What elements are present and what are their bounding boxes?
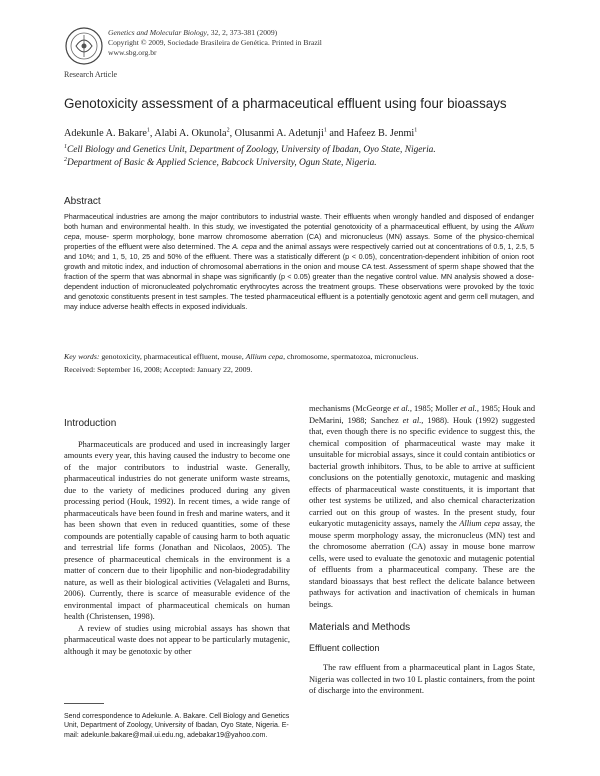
left-column	[64, 418, 290, 657]
effluent-collection-subheading: Effluent collection	[309, 642, 380, 653]
affiliation-2	[64, 158, 377, 168]
author-name: Olusanmi A. Adetunji	[234, 128, 324, 139]
affiliation-marker: 2	[64, 156, 67, 163]
abstract-body	[64, 212, 534, 312]
journal-citation: , 32, 2, 373-381 (2009)	[206, 28, 278, 37]
footnote-divider	[64, 703, 104, 704]
separator: and	[326, 128, 347, 139]
separator: ,	[149, 128, 155, 139]
separator: ,	[229, 128, 235, 139]
species-name: Allium cepa	[459, 519, 500, 528]
affiliation-marker: 1	[64, 143, 67, 150]
affiliation-text: Department of Basic & Applied Science, Babcock University, Ogun State, Nigeria.	[67, 158, 377, 168]
affiliation-marker: 2	[226, 127, 230, 134]
introduction-heading: Introduction	[64, 418, 117, 429]
affiliation-text: Cell Biology and Genetics Unit, Department of Zoology, University of Ibadan, Oyo State, Nigeria.	[67, 145, 436, 155]
text-run: , 1988). Houk (1992) suggested that, even though there is no specific evidence to suggest this, the chemical composition of pharmaceutical waste may make it unsuitable for microbial assays, since it could contain antibiotics or bacterial growth inhibitors. Thus, to be able to arrive at sufficient conclusions on the potentially genotoxic, mutagenic and masking effects of pharmaceutical waste constituents, it is important that other test systems be utilized, and also chemical characterization carried out on this group of wastes. In the present study, four eukaryotic mutagenicity assays, namely the	[309, 415, 535, 528]
sbg-society-logo-icon	[64, 26, 104, 66]
paper-title: Genotoxicity assessment of a pharmaceutical effluent using four bioassays	[64, 96, 507, 111]
paragraph	[309, 403, 535, 610]
copyright-line: Copyright © 2009, Sociedade Brasileira de Genética. Printed in Brazil	[108, 38, 322, 47]
et-al: et al.	[402, 415, 422, 425]
correspondence-footnote: Send correspondence to Adekunle. A. Bakare. Cell Biology and Genetics Unit, Department of Zoology, University of Ibadan, Oyo State, Nigeria. E-mail: adekunle.bakare@mail.ui.edu.ng, adebakar19@yahoo.com.	[64, 713, 290, 739]
et-al: et al.	[393, 404, 410, 413]
keywords-text: genotoxicity, pharmaceutical effluent, mouse,	[99, 352, 246, 361]
paragraph: A review of studies using microbial assays has shown that pharmaceutical waste does not appear to be particularly mutagenic, although it may be genotoxic by other	[64, 623, 290, 656]
journal-name: Genetics and Molecular Biology	[108, 28, 207, 37]
et-al: et al.	[460, 404, 477, 413]
text-run: , 1985; Moller	[409, 404, 461, 413]
text-run: mechanisms (McGeorge	[309, 404, 394, 413]
text-run: , 1985; Houk and DeMarini, 1988; Sanchez	[309, 404, 536, 425]
author-name: Adekunle A. Bakare	[64, 128, 147, 139]
affiliation-marker: 1	[323, 127, 327, 134]
text-run: assay, the mouse sperm morphology assay, the micronucleus (MN) test and the chromosome aberration (CA) assay in mouse bone marrow cells, were used to evaluate the genotoxic and mutagenic potential of effluents from a pharmaceutical company. These are the standard bioassays that best reflect the delicate balance between pathways for activation and inactivation of chemicals in human beings.	[309, 519, 535, 609]
journal-header	[64, 22, 544, 68]
affiliation-1	[64, 145, 436, 155]
species-name: A. cepa	[232, 242, 257, 252]
received-dates: Received: September 16, 2008; Accepted: January 22, 2009.	[64, 365, 253, 374]
author-name: Alabi A. Okunola	[154, 128, 227, 139]
paragraph: The raw effluent from a pharmaceutical plant in Lagos State, Nigeria was collected in two 10 L plastic containers, from the point of discharge into the environment.	[309, 663, 535, 695]
affiliation-marker: 1	[414, 127, 418, 134]
author-name: Hafeez B. Jenmi	[346, 128, 415, 139]
methods-heading: Materials and Methods	[309, 622, 411, 633]
right-column	[309, 403, 535, 697]
keywords-label: Key words:	[64, 352, 100, 361]
abstract-heading: Abstract	[64, 196, 101, 207]
header-lines	[108, 28, 322, 58]
keywords-text: , chromosome, spermatozoa, micronucleus.	[283, 352, 419, 361]
abstract-text: Pharmaceutical industries are among the major contributors to industrial waste. Their effluents when wrongly handled and disposed of endanger both human and environmental health. In this study, we investigated the potential genotoxicity of a pharmaceutical effluent, by using the	[64, 212, 534, 232]
journal-website: www.sbg.org.br	[108, 48, 157, 57]
affiliation-marker: 1	[146, 127, 150, 134]
keywords	[64, 352, 534, 361]
species-name: Allium cepa	[245, 352, 284, 361]
abstract-text: , mouse- sperm morphology, bone marrow chromosome aberration (CA) and micronucleus (MN) assays. Some of the physico-chemical properties of the effluent were also determined. The	[64, 232, 534, 252]
author-list	[64, 128, 417, 139]
species-name: Allium cepa	[64, 222, 534, 242]
abstract-text: and the animal assays were respectively carried out at concentrations of 0.5, 1, 2.5, 5 and 10%; and 1, 5, 10, 25 and 50% of the effluent. There was a statistically different (p < 0.05), concentration-dependent inhibition of onion root growth and mitotic index, and induction of chromosomal aberrations in the onion and mouse CA test. Assessment of sperm shape showed that the fraction of the sperm that was abnormal in shape was significantly (p < 0.05) greater than the negative control value. MN analysis showed a dose-dependent induction of micronucleated polychromatic erythrocytes across the treatment groups. These observations were provoked by the toxic and genotoxic constituents present in test samples. The tested pharmaceutical effluent is a potentially genotoxic agent and germ cell mutagen, and may induce adverse health effects in exposed individuals.	[64, 242, 534, 312]
paragraph: Pharmaceuticals are produced and used in increasingly larger amounts every year, this having caused the industry to become one of the major contributors to industrial waste. Generally, pharmaceutical industries do not generate uniform waste streams, due to the variety of medicines produced during any given processing period (Houk, 1992). In recent times, a wide range of pharmaceuticals have been found in fresh and marine waters, and it has been shown that even in reduced quantities, some of these compounds are potentially capable of causing harm to both aquatic and terrestrial life forms (Jonathan and Nicolaos, 2005). The presence of pharmaceutical chemicals in the environment is a matter of concern due to their lipophilic and non-biodegradability nature, as well as their biological activities (Velagaleti and Burns, 2006). Currently, there is scarce of measurable evidence of the environmental impact of pharmaceutical chemicals on human health (Christensen, 1998).	[64, 439, 290, 621]
article-type: Research Article	[64, 70, 118, 79]
